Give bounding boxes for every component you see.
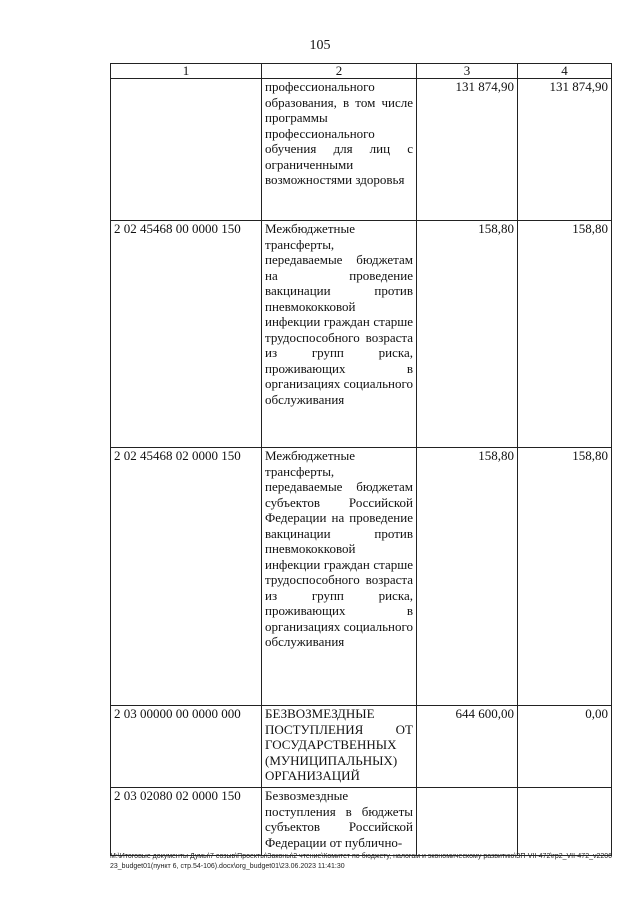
row-description: профессионального образования, в том числе программы профессионального обучения для лиц с ограниченными возможностями здоровья: [262, 79, 417, 221]
row-code: 2 03 00000 00 0000 000: [111, 706, 262, 788]
row-value-col3: 158,80: [417, 448, 518, 706]
header-col-2: 2: [262, 64, 417, 79]
row-code: 2 02 45468 02 0000 150: [111, 448, 262, 706]
header-col-1: 1: [111, 64, 262, 79]
header-col-3: 3: [417, 64, 518, 79]
row-value-col3: 158,80: [417, 221, 518, 448]
row-value-col4: 158,80: [518, 221, 612, 448]
row-value-col3: 131 874,90: [417, 79, 518, 221]
row-description: Безвозмездные поступления в бюджеты субъектов Российской Федерации от публично-: [262, 788, 417, 856]
table-row: [111, 788, 612, 856]
row-description: БЕЗВОЗМЕЗДНЫЕ ПОСТУПЛЕНИЯ ОТ ГОСУДАРСТВЕННЫХ (МУНИЦИПАЛЬНЫХ) ОРГАНИЗАЦИЙ: [262, 706, 417, 788]
file-path-footer: M:\Итоговые документы Думы\7 созыв\Проекты\Законы\2 чтение\Комитет по бюджету, налогам и экономическому развитию\ЗП-VII-472\гр2_VII-472_v220623_budget01(пункт 6, стр.54-106).docx\org_budget01\23.06.2023 11:41:30: [110, 853, 613, 870]
row-code: 2 03 02080 02 0000 150: [111, 788, 262, 856]
row-value-col4: 0,00: [518, 706, 612, 788]
row-description: Межбюджетные трансферты, передаваемые бюджетам на проведение вакцинации против пневмококковой инфекции граждан старше трудоспособного возраста из групп риска, проживающих в организациях социального обслуживания: [262, 221, 417, 448]
table-row: [111, 79, 612, 221]
row-value-col3: [417, 788, 518, 856]
row-value-col4: 158,80: [518, 448, 612, 706]
table-header-row: [111, 64, 612, 79]
header-col-4: 4: [518, 64, 612, 79]
row-value-col3: 644 600,00: [417, 706, 518, 788]
row-code: 2 02 45468 00 0000 150: [111, 221, 262, 448]
row-description: Межбюджетные трансферты, передаваемые бюджетам субъектов Российской Федерации на проведение вакцинации против пневмококковой инфекции граждан старше трудоспособного возраста из групп риска, проживающих в организациях социального обслуживания: [262, 448, 417, 706]
budget-table: [110, 63, 612, 856]
table-row: [111, 706, 612, 788]
page-number: 105: [309, 38, 331, 53]
row-value-col4: [518, 788, 612, 856]
row-code: [111, 79, 262, 221]
row-value-col4: 131 874,90: [518, 79, 612, 221]
table-row: [111, 448, 612, 706]
table-row: [111, 221, 612, 448]
